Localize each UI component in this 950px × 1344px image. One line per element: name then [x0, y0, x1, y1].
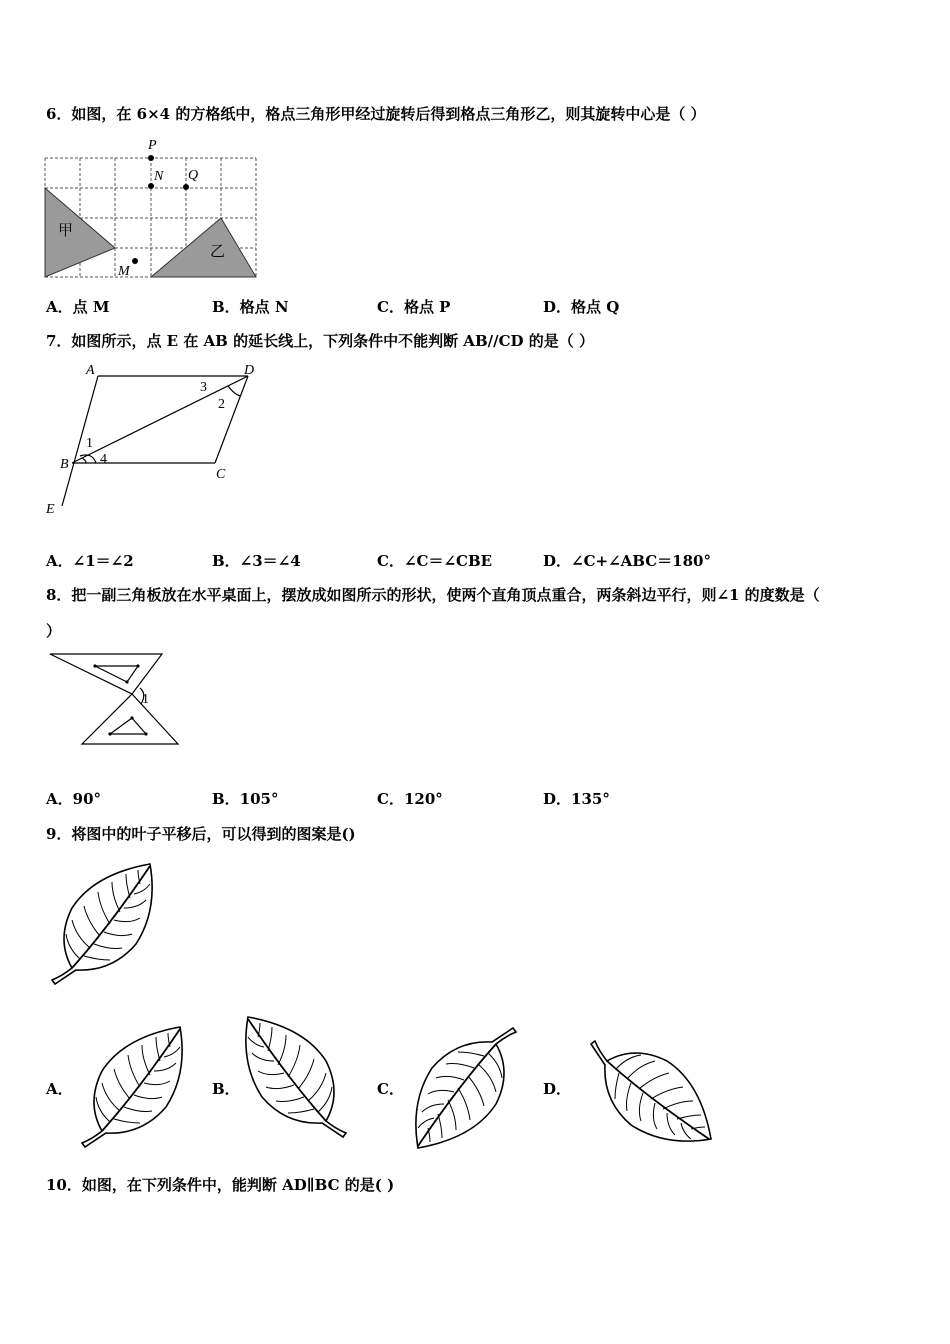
q7-stem: 7．如图所示，点 E 在 AB 的延长线上，下列条件中不能判断 AB//CD 的是（ ）: [46, 332, 594, 350]
q9-option-c-leaf[interactable]: [408, 1022, 520, 1154]
q6-grid-figure: [40, 135, 265, 283]
label-angle-2: 2: [218, 397, 225, 412]
q8-stem: 8．把一副三角板放在水平桌面上，摆放成如图所示的形状，使两个直角顶点重合，两条斜边平行，则∠1 的度数是（: [46, 586, 820, 604]
q9-option-c[interactable]: C．: [377, 1080, 404, 1098]
q9-option-a-leaf[interactable]: [80, 1025, 188, 1153]
q9-option-d[interactable]: D．: [543, 1080, 572, 1098]
q7-option-d[interactable]: D．∠C+∠ABC＝180°: [543, 552, 711, 570]
q7-option-c[interactable]: C．∠C＝∠CBE: [377, 552, 493, 570]
label-b: B: [60, 457, 69, 472]
q6-option-a[interactable]: A．点 M: [46, 298, 110, 316]
label-m: M: [118, 264, 130, 279]
q9-option-b[interactable]: B．: [212, 1080, 240, 1098]
q10-stem: 10．如图，在下列条件中，能判断 AD∥BC 的是( ): [46, 1176, 395, 1194]
label-d: D: [244, 363, 255, 378]
label-jia: 甲: [58, 223, 74, 239]
q7-parallelogram-figure: [40, 358, 270, 520]
q7-option-b[interactable]: B．∠3＝∠4: [212, 552, 301, 570]
point-m: [132, 258, 138, 264]
q8-option-b[interactable]: B．105°: [212, 790, 279, 808]
label-yi: 乙: [210, 244, 226, 260]
label-c: C: [216, 467, 226, 482]
point-p: [148, 155, 154, 161]
q9-option-d-leaf[interactable]: [585, 1035, 717, 1147]
label-q: Q: [188, 168, 199, 183]
label-e: E: [46, 502, 55, 517]
q9-option-b-leaf[interactable]: [240, 1015, 348, 1143]
q8-set-squares-figure: [44, 648, 189, 748]
label-angle-4: 4: [100, 452, 107, 467]
q9-original-leaf: [50, 862, 158, 990]
q6-option-d[interactable]: D．格点 Q: [543, 298, 620, 316]
q6-stem: 6．如图，在 6×4 的方格纸中，格点三角形甲经过旋转后得到格点三角形乙，则其旋转中心是（ ）: [46, 105, 706, 123]
label-angle-3: 3: [200, 380, 207, 395]
q9-stem: 9．将图中的叶子平移后，可以得到的图案是(): [46, 825, 356, 843]
label-p: P: [148, 138, 157, 153]
q6-option-b[interactable]: B．格点 N: [212, 298, 289, 316]
q6-option-c[interactable]: C．格点 P: [377, 298, 451, 316]
label-a: A: [86, 363, 95, 378]
label-angle-1: 1: [142, 692, 149, 707]
q7-option-a[interactable]: A．∠1＝∠2: [46, 552, 134, 570]
q8-option-c[interactable]: C．120°: [377, 790, 443, 808]
label-angle-1: 1: [86, 436, 93, 451]
q9-option-a[interactable]: A．: [46, 1080, 73, 1098]
label-n: N: [154, 169, 164, 184]
point-q: [183, 184, 189, 190]
q8-option-d[interactable]: D．135°: [543, 790, 610, 808]
q8-stem-end: ）: [46, 622, 62, 640]
q8-option-a[interactable]: A．90°: [46, 790, 102, 808]
